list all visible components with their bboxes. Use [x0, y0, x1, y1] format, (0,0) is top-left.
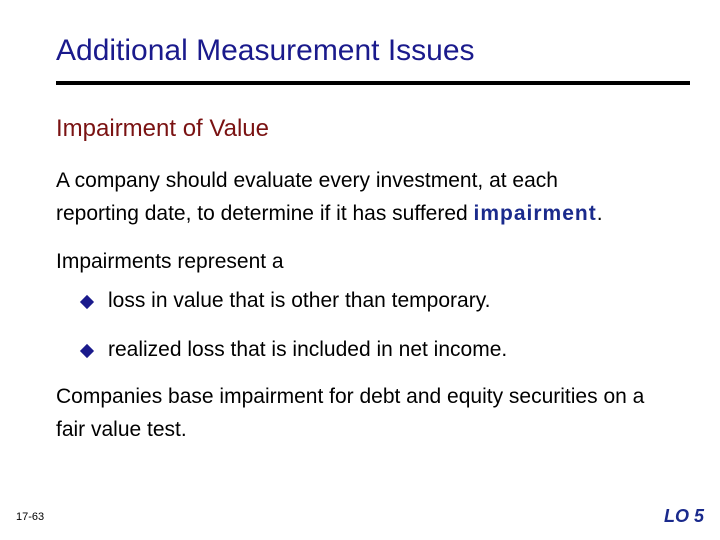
paragraph-fair-value-test	[56, 380, 644, 446]
diamond-bullet-icon	[80, 295, 94, 309]
paragraph-line: Companies base impairment for debt and equity securities on a	[56, 385, 645, 408]
paragraph-line-start: reporting date, to determine if it has suffered	[56, 202, 474, 225]
diamond-bullet-icon	[80, 344, 94, 358]
page-number: 17-63	[16, 511, 45, 523]
bullet-text: loss in value that is other than temporary.	[108, 289, 491, 312]
paragraph-impairment-evaluation	[56, 164, 603, 230]
paragraph-impairments-intro: Impairments represent a	[56, 250, 284, 273]
paragraph-line-end: .	[596, 202, 603, 225]
paragraph-line: fair value test.	[56, 418, 187, 441]
slide-title: Additional Measurement Issues	[56, 34, 475, 67]
bullet-text: realized loss that is included in net income.	[108, 338, 508, 361]
title-divider	[56, 81, 690, 85]
section-heading: Impairment of Value	[56, 115, 269, 142]
highlight-term: impairment	[473, 202, 597, 225]
learning-objective-label: LO 5	[663, 506, 704, 526]
paragraph-line: A company should evaluate every investment, at each	[56, 169, 558, 192]
